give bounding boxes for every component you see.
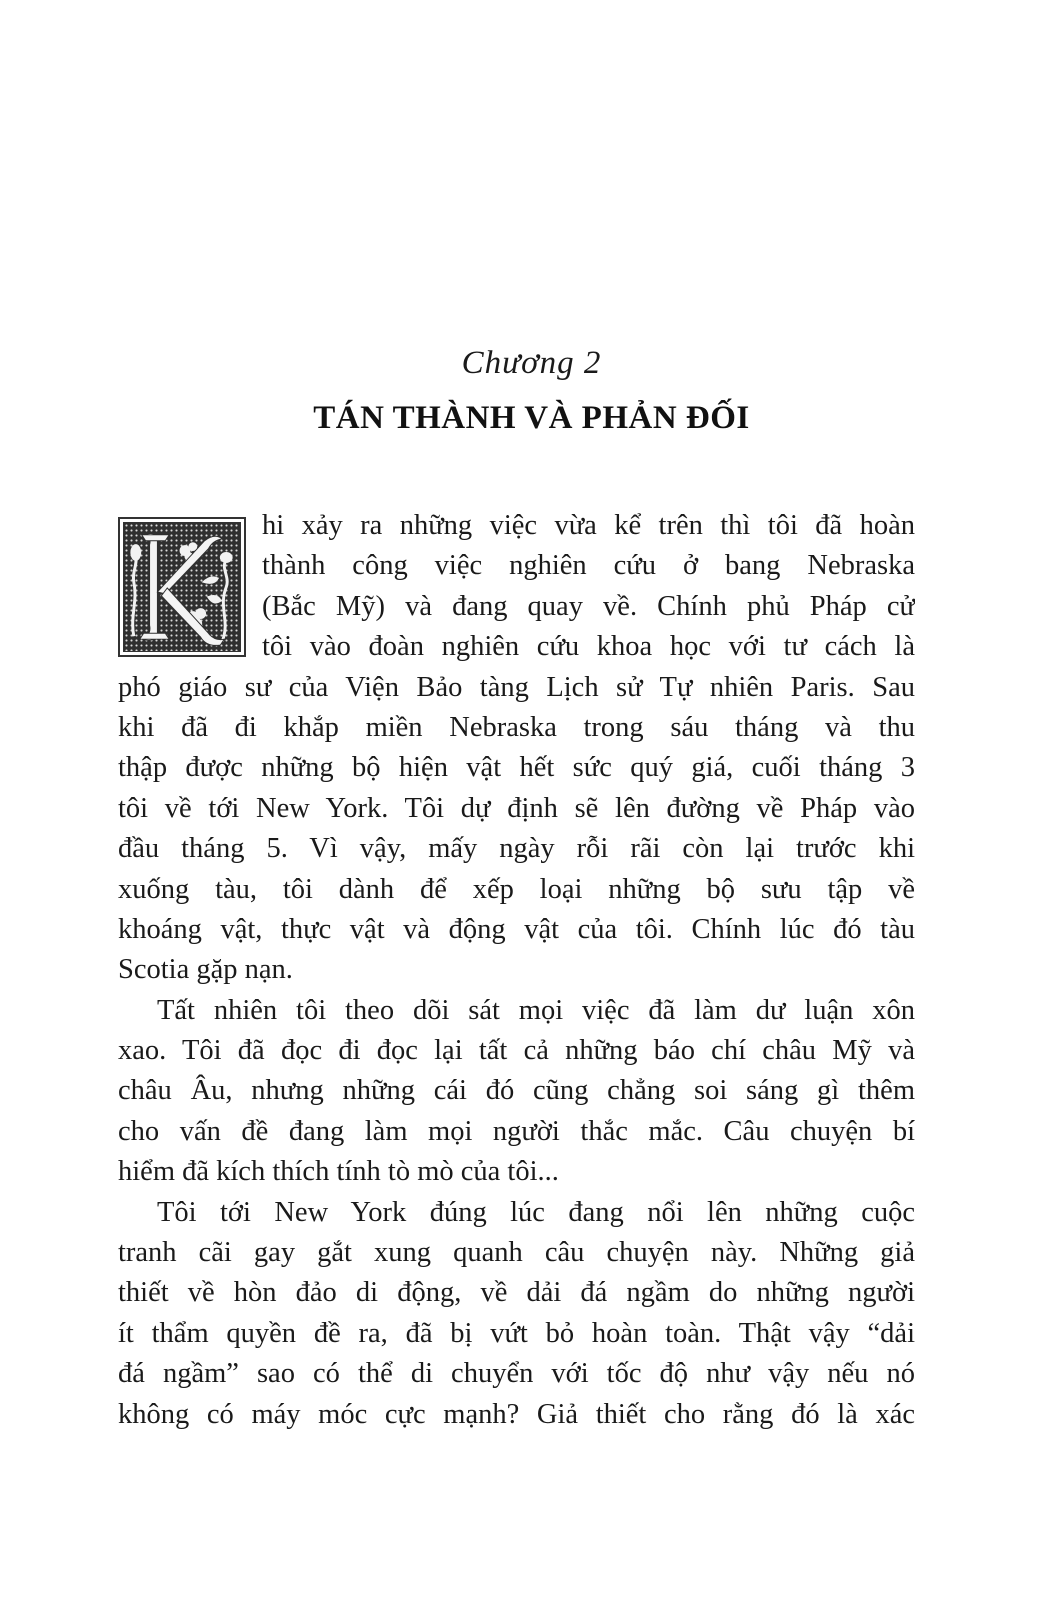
text-line: thành công việc nghiên cứu ở bang Nebraska bbox=[262, 550, 915, 582]
text-line: phó giáo sư của Viện Bảo tàng Lịch sử Tự nhiên Paris. Sau bbox=[118, 671, 915, 703]
text-line: hi xảy ra những việc vừa kể trên thì tôi đã hoàn bbox=[262, 510, 915, 541]
text-line: khoáng vật, thực vật và động vật của tôi. Chính lúc đó tàu bbox=[118, 913, 915, 945]
text-line: Scotia gặp nạn. bbox=[118, 954, 293, 986]
text-line: đá ngầm” sao có thể di chuyển với tốc độ như vậy nếu nó bbox=[118, 1358, 915, 1390]
text-line: đầu tháng 5. Vì vậy, mấy ngày rỗi rãi còn lại trước khi bbox=[118, 833, 915, 865]
text-line: xao. Tôi đã đọc đi đọc lại tất cả những báo chí châu Mỹ và bbox=[118, 1035, 915, 1067]
text-line: tranh cãi gay gắt xung quanh câu chuyện này. Những giả bbox=[118, 1237, 915, 1269]
text-line: không có máy móc cực mạnh? Giả thiết cho rằng đó là xác bbox=[118, 1398, 915, 1430]
text-line: thập được những bộ hiện vật hết sức quý giá, cuối tháng 3 bbox=[118, 752, 915, 784]
chapter-body bbox=[118, 506, 915, 1435]
chapter-title: TÁN THÀNH VÀ PHẢN ĐỐI bbox=[313, 400, 750, 436]
text-line: cho vấn đề đang làm mọi người thắc mắc. Câu chuyện bí bbox=[118, 1115, 915, 1147]
text-line: hiểm đã kích thích tính tò mò của tôi... bbox=[118, 1156, 559, 1188]
text-line: (Bắc Mỹ) và đang quay về. Chính phủ Pháp cử bbox=[262, 590, 915, 622]
text-line: châu Âu, nhưng những cái đó cũng chẳng soi sáng gì thêm bbox=[118, 1075, 915, 1107]
text-line: thiết về hòn đảo di động, về dải đá ngầm do những người bbox=[118, 1277, 915, 1309]
text-line: tôi về tới New York. Tôi dự định sẽ lên đường về Pháp vào bbox=[118, 792, 915, 824]
text-line: xuống tàu, tôi dành để xếp loại những bộ sưu tập về bbox=[118, 873, 915, 905]
text-line: khi đã đi khắp miền Nebraska trong sáu tháng và thu bbox=[118, 711, 915, 743]
chapter-number: Chương 2 bbox=[461, 345, 602, 381]
text-line: Tôi tới New York đúng lúc đang nổi lên những cuộc bbox=[157, 1196, 915, 1228]
text-line: ít thẩm quyền đề ra, đã bị vứt bỏ hoàn toàn. Thật vậy “dải bbox=[118, 1317, 915, 1349]
text-line: Tất nhiên tôi theo dõi sát mọi việc đã làm dư luận xôn bbox=[157, 994, 915, 1026]
text-line: tôi vào đoàn nghiên cứu khoa học với tư cách là bbox=[262, 631, 915, 663]
